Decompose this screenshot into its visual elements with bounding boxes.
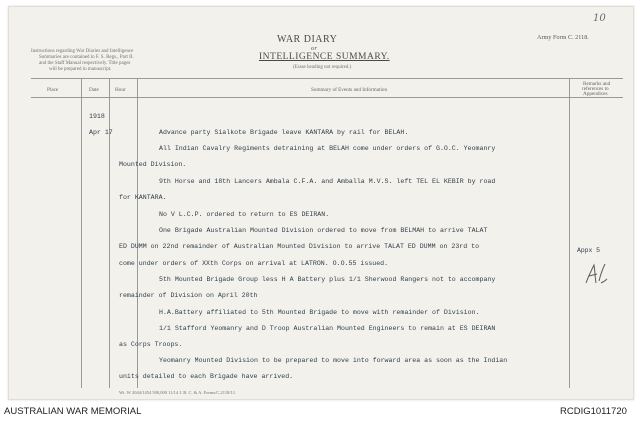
intelligence-summary-title: INTELLIGENCE SUMMARY. [259, 52, 390, 62]
instructions-line-2: Summaries are contained in F. S. Regs., Part II. [39, 55, 134, 60]
summary-line: 9th Horse and 18th Lancers Ambala C.F.A. and Amballa M.V.S. left TEL EL KEBIR by road [159, 178, 496, 185]
header-bottom-rule [31, 97, 623, 98]
col-divider-place [81, 78, 82, 388]
summary-line: No V L.C.P. ordered to return to ES DEIRAN. [159, 211, 330, 218]
footer-left: AUSTRALIAN WAR MEMORIAL [4, 406, 142, 417]
diary-sheet [8, 6, 634, 400]
print-note: Wt. W 2044/1454 500,000 11/14 J. B. C. & A. Forms/C.2118/11. [119, 390, 237, 395]
col-header-place: Place [47, 87, 59, 93]
entry-year: 1918 [89, 113, 105, 120]
col-divider-remarks [569, 78, 570, 388]
summary-line: Yeomanry Mounted Division to be prepared to move into forward area as soon as the Indian [159, 357, 508, 364]
instructions-line-1: Instructions regarding War Diaries and Intelligence [31, 49, 134, 54]
diary-title: WAR DIARY [277, 34, 338, 45]
entry-date: Apr 17 [89, 129, 113, 136]
col-header-remarks-1: Remarks and [583, 81, 611, 87]
title-or: or [311, 46, 318, 52]
col-header-summary: Summary of Events and Information [311, 87, 388, 93]
instructions-line-3: and the Staff Manual respectively. Title pages [39, 61, 131, 66]
erase-note: (Erase heading not required.) [293, 65, 352, 70]
col-header-remarks-3: Appendices [583, 91, 608, 97]
summary-line: One Brigade Australian Mounted Division ordered to move from BELMAH to arrive TALAT [159, 227, 488, 234]
col-header-hour: Hour [115, 87, 126, 93]
summary-line: come under orders of XXth Corps on arrival at LATRON. O.O.55 issued. [119, 260, 389, 267]
col-divider-date [109, 78, 110, 388]
summary-line: All Indian Cavalry Regiments detraining at BELAH come under orders of G.O.C. Yeomanry [159, 145, 496, 152]
summary-line: H.A.Battery affiliated to 5th Mounted Brigade to move with remainder of Division. [159, 309, 480, 316]
summary-line: as Corps Troops. [119, 341, 183, 348]
footer-right: RCDIG1011720 [560, 406, 627, 417]
appendix-reference: Appx 5 [577, 247, 601, 254]
army-form-label: Army Form C. 2118. [537, 34, 589, 41]
col-header-date: Date [89, 87, 99, 93]
page-number: 10 [593, 13, 606, 24]
summary-line: remainder of Division on April 20th [119, 292, 258, 299]
col-header-remarks-2: references to [582, 86, 609, 92]
summary-line: units detailed to each Brigade have arrived. [119, 373, 294, 380]
summary-line: Advance party Sialkote Brigade leave KANTARA by rail for BELAH. [159, 129, 409, 136]
summary-line: ED DUMM on 22nd remainder of Australian Mounted Division to arrive TALAT ED DUMM on 23rd to [119, 243, 480, 250]
summary-line: 5th Mounted Brigade Group less H A Battery plus 1/1 Sherwood Rangers not to accompany [159, 276, 496, 283]
summary-line: Mounted Division. [119, 161, 187, 168]
summary-line: for KANTARA. [119, 194, 167, 201]
instructions-line-4: will be prepared in manuscript. [49, 67, 112, 72]
summary-line: 1/1 Stafford Yeomanry and D Troop Australian Mounted Engineers to remain at ES DEIRAN [159, 325, 496, 332]
header-top-rule [31, 78, 623, 79]
handwritten-initials [583, 259, 609, 289]
